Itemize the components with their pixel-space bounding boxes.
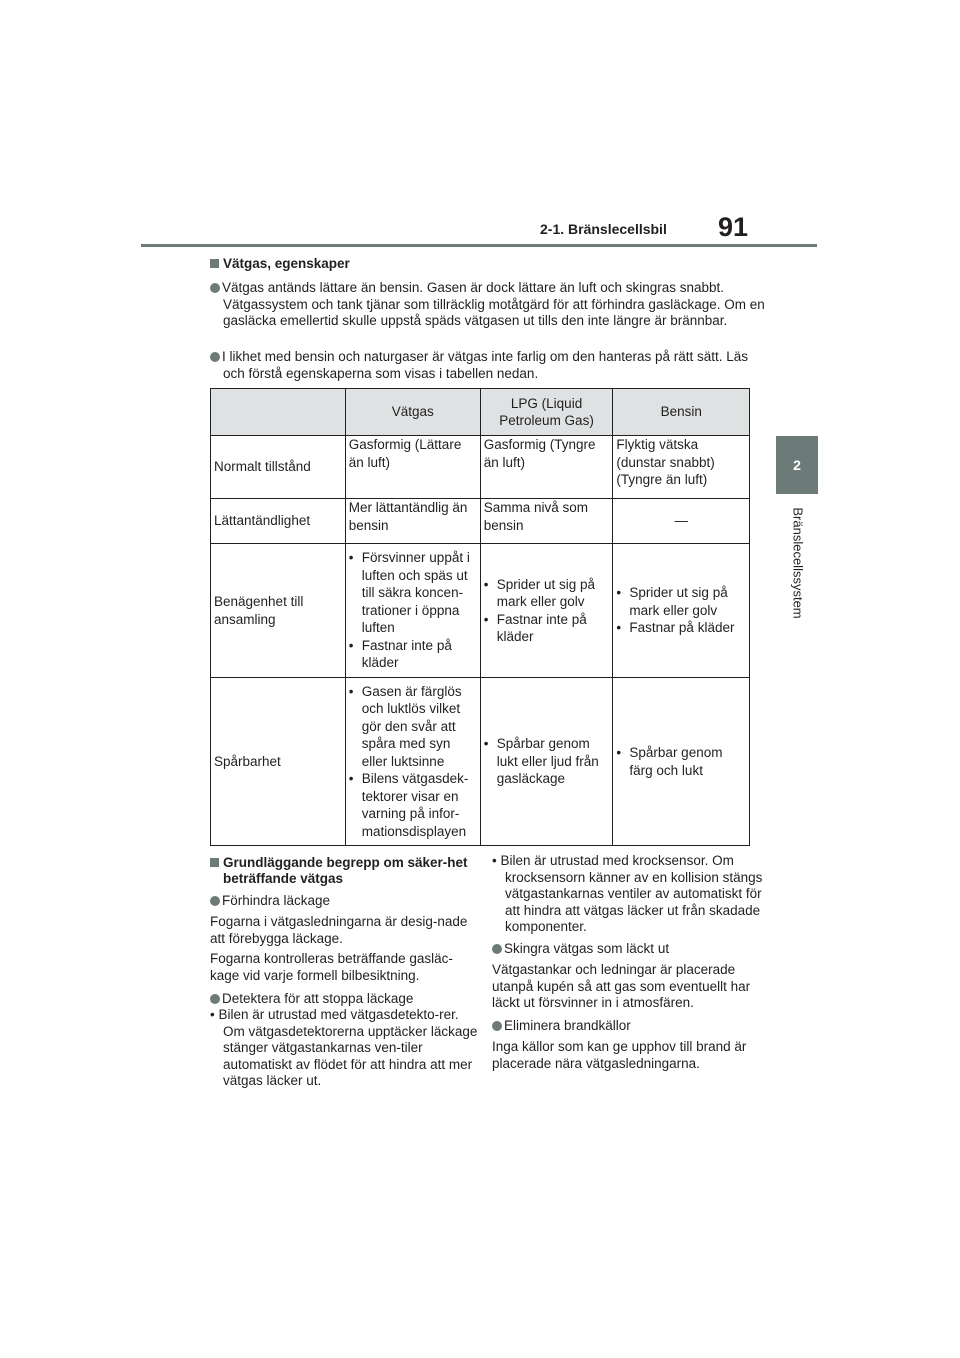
list-item: • Spårbar genom färg och lukt: [616, 744, 746, 779]
table-cell: Flyktig vätska (dunstar snabbt) (Tyngre än luft): [613, 436, 750, 499]
subsection-title: Förhindra läckage: [210, 893, 330, 910]
list-item: • Spårbar genom lukt eller ljud från gasläckage: [484, 735, 610, 788]
chapter-label: Bränslecellssystem: [790, 507, 806, 619]
list-item: • Sprider ut sig på mark eller golv: [616, 584, 746, 619]
table-cell: Gasformig (Lättare än luft): [345, 436, 480, 499]
paragraph: Inga källor som kan ge upphov till brand är placerade nära vätgasledningarna.: [492, 1039, 747, 1071]
table-cell: Samma nivå som bensin: [480, 499, 613, 544]
table-header-cell: Vätgas: [345, 389, 480, 436]
table-cell: [613, 678, 750, 846]
list-item: • Bilen är utrustad med vätgasdetekto-rer. Om vätgasdetektorerna upptäcker läckage stänger vätgastankarnas ven-tiler automatiskt av flödet för att hindra att mer vätgas läcker ut.: [210, 1007, 478, 1088]
paragraph: Vätgastankar och ledningar är placerade utanpå kupén så att gas som eventuellt har läckt ut försvinner in i atmosfären.: [492, 962, 751, 1010]
chapter-tab: [776, 436, 818, 494]
table-cell: [345, 544, 480, 678]
subsection-title: Detektera för att stoppa läckage: [210, 991, 413, 1008]
list-item: • Fastnar inte på kläder: [349, 637, 477, 672]
table-cell: —: [613, 499, 750, 544]
subsection-title: Skingra vätgas som läckt ut: [492, 941, 669, 958]
list-item: • Bilens vätgasdek-tektorer visar en varning på infor-mationsdisplayen: [349, 770, 477, 840]
table-cell: Mer lättantändlig än bensin: [345, 499, 480, 544]
table-cell: [480, 678, 613, 846]
circle-bullet-icon: [492, 944, 502, 954]
circle-bullet-icon: [210, 896, 220, 906]
table-row: [211, 499, 750, 544]
table-cell: [480, 544, 613, 678]
table-header-cell: Bensin: [613, 389, 750, 436]
circle-bullet-icon: [210, 283, 220, 293]
table-header-cell: [211, 389, 346, 436]
circle-bullet-icon: [210, 994, 220, 1004]
circle-bullet-icon: [210, 352, 220, 362]
section-heading: Vätgas, egenskaper: [210, 256, 350, 272]
paragraph: Fogarna kontrolleras beträffande gasläc-kage vid varje formell bilbesiktning.: [210, 951, 453, 983]
row-label: Lättantändlighet: [211, 499, 346, 544]
table-cell: [345, 678, 480, 846]
row-label: Spårbarhet: [211, 678, 346, 846]
section-title: 2-1. Bränslecellsbil: [540, 221, 667, 237]
square-bullet-icon: [210, 259, 219, 268]
table-cell: [613, 544, 750, 678]
list-item: • Fastnar på kläder: [616, 619, 746, 637]
list-item: • Sprider ut sig på mark eller golv: [484, 576, 610, 611]
table-cell: Gasformig (Tyngre än luft): [480, 436, 613, 499]
list-item: • Försvinner uppåt i luften och späs ut till säkra koncen-trationer i öppna luften: [349, 549, 477, 637]
gas-comparison-table: [210, 388, 750, 846]
row-label: Benägenhet till ansamling: [211, 544, 346, 678]
table-row: [211, 544, 750, 678]
section-heading: Grundläggande begrepp om säker-het beträffande vätgas: [210, 855, 483, 887]
bullet-paragraph: I likhet med bensin och naturgaser är vätgas inte farlig om den hanteras på rätt sätt. Läs och förstå egenskaperna som visas i tabellen nedan.: [210, 349, 768, 382]
bullet-paragraph: Vätgas antänds lättare än bensin. Gasen är dock lättare än luft och skingras snabbt. Vätgassystem och tank tjänar som tillräcklig motåtgärd för att förhindra gasläckage. Om en gasläcka emellertid skulle uppstå späds vätgasen ut tills den inte längre är brännbar.: [210, 280, 768, 330]
header-rule: [141, 244, 817, 247]
page-number: 91: [718, 212, 749, 242]
list-item: • Bilen är utrustad med krocksensor. Om krocksensorn känner av en kollision stängs vätgastankarnas ventiler av automatiskt för att hindra att vätgas läcker ut från skadade komponenter.: [492, 853, 763, 934]
table-row: [211, 678, 750, 846]
list-item: • Fastnar inte på kläder: [484, 611, 610, 646]
list-item: • Gasen är färglös och luktlös vilket gör den svår att spåra med syn eller luktsinne: [349, 683, 477, 771]
circle-bullet-icon: [492, 1021, 502, 1031]
subsection-title: Eliminera brandkällor: [492, 1018, 631, 1035]
table-header-cell: LPG (Liquid Petroleum Gas): [480, 389, 613, 436]
table-header-row: [211, 389, 750, 436]
square-bullet-icon: [210, 858, 219, 867]
paragraph: Fogarna i vätgasledningarna är desig-nade att förebygga läckage.: [210, 914, 468, 946]
chapter-number: 2: [793, 457, 801, 473]
row-label: Normalt tillstånd: [211, 436, 346, 499]
table-row: [211, 436, 750, 499]
